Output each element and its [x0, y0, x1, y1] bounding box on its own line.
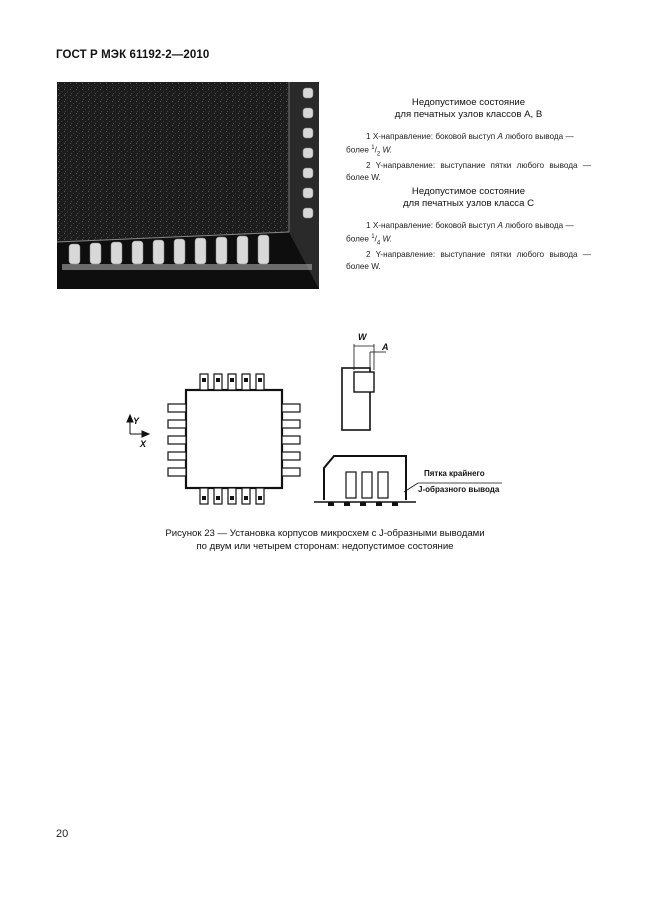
- heading-class-c-line1: Недопустимое состояние: [411, 186, 526, 197]
- class-c-text: [346, 186, 591, 272]
- class-ab-text: [346, 97, 591, 183]
- w-label: W: [358, 332, 367, 342]
- x-direction-item-cont: более $^1/_4$ W.: [346, 233, 393, 246]
- x-direction-item: 1 X-направление: боковой выступ А любого вывода —: [366, 221, 574, 230]
- a-label: A: [382, 342, 389, 352]
- caption-line1: Рисунок 23 — Установка корпусов микросхем с J-образными выводами: [165, 528, 485, 539]
- page-number: 20: [56, 828, 69, 840]
- heading-class-c-line2: для печатных узлов класса С: [402, 198, 535, 209]
- x-axis-label: X: [140, 439, 147, 449]
- heading-class-ab-line1: Недопустимое состояние: [411, 97, 526, 108]
- figure-caption: [100, 528, 550, 553]
- y-axis-label: Y: [133, 416, 140, 426]
- heading-class-ab-line2: для печатных узлов классов А, В: [394, 109, 543, 120]
- package-top-view: [168, 374, 300, 504]
- component-photo: [57, 82, 319, 289]
- x-direction-item-cont: более $^1/_2$ W.: [346, 144, 393, 157]
- document-header: ГОСТ Р МЭК 61192-2—2010: [56, 49, 210, 61]
- y-direction-item: 2 Y-направление: выступание пятки любого вывода — более W.: [346, 161, 591, 182]
- figure-23-diagram: [118, 326, 518, 516]
- side-detail: [342, 344, 386, 430]
- x-direction-item: 1 X-направление: боковой выступ А любого вывода —: [366, 132, 574, 141]
- caption-line2: по двум или четырем сторонам: недопустимое состояние: [196, 540, 454, 552]
- y-direction-item: 2 Y-направление: выступание пятки любого вывода — более W.: [346, 250, 591, 271]
- callout-heel-line2: J-образного вывода: [418, 485, 500, 494]
- side-view: [314, 456, 502, 506]
- callout-heel-line1: Пятка крайнего: [424, 469, 485, 478]
